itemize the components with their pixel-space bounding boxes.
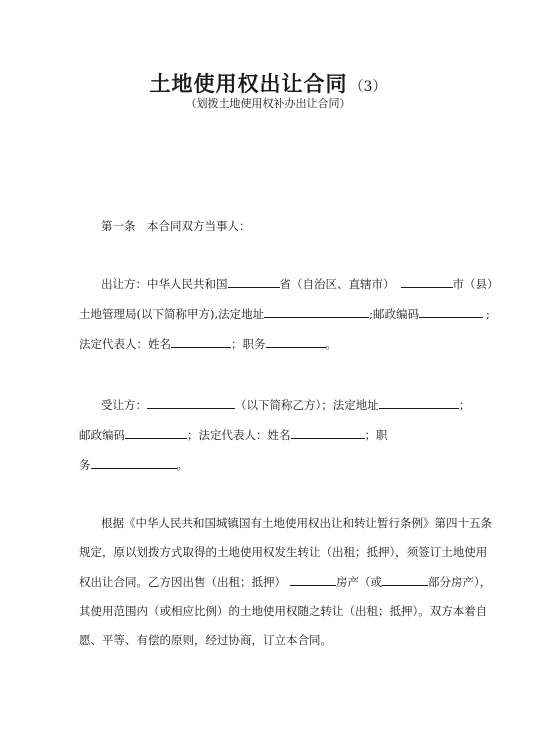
grantor-line-3: [79, 335, 337, 352]
period: 。: [325, 337, 337, 351]
grantee-rep-title-label-cont: 务: [79, 458, 91, 472]
preamble-line-4: 其使用范围内（或相应比例）的土地使用权随之转让（出租；抵押）。双方本着自: [79, 604, 488, 618]
grantee-rep-name-label: ；法定代表人：姓名: [187, 428, 291, 442]
grantee-rep-title-label: ；职: [364, 428, 388, 442]
city-label: 市（县）: [452, 277, 499, 291]
grantor-address-label: 土地管理局(以下简称甲方),法定地址: [79, 307, 265, 321]
grantee-line-2: [79, 426, 388, 443]
preamble-line-2: 规定，原以划拨方式取得的土地使用权发生转让（出租；抵押），须签订土地使用: [79, 545, 488, 559]
grantee-address-blank[interactable]: [379, 396, 459, 409]
province-label: 省（自治区、直辖市）: [279, 277, 395, 291]
grantor-rep-title-label: ；职务: [231, 337, 266, 351]
house-label: 房产（或: [336, 575, 382, 589]
grantor-postcode-label: ;邮政编码: [369, 307, 420, 321]
grantee-line-1: [101, 396, 470, 413]
title-number: （3）: [349, 79, 387, 95]
partial-house-blank[interactable]: [382, 573, 428, 586]
grantor-line-2: [79, 305, 490, 322]
grantor-address-blank[interactable]: [264, 305, 369, 318]
preamble-line-5: 愿、平等、有偿的原则，经过协商，订立本合同。: [79, 633, 332, 647]
grantor-rep-title-blank[interactable]: [266, 335, 326, 348]
grantor-label: 出让方：中华人民共和国: [101, 277, 228, 291]
grantee-name-blank[interactable]: [147, 396, 235, 409]
document-subtitle: （划拨土地使用权补办出让合同）: [185, 97, 351, 110]
grantee-line-3: [79, 456, 188, 473]
article-1-heading: 第一条 本合同双方当事人：: [101, 219, 251, 233]
grantee-address-label: （以下简称乙方）；法定地址: [235, 398, 379, 412]
partial-house-label: 部分房产），: [428, 575, 492, 589]
grantor-rep-name-blank[interactable]: [171, 335, 231, 348]
grantee-postcode-blank[interactable]: [125, 426, 187, 439]
preamble-line-1: 根据《中华人民共和国城镇国有土地使用权出让和转让暂行条例》第四十五条: [101, 516, 492, 530]
title-text: 土地使用权出让合同: [149, 72, 348, 96]
grantor-postcode-blank[interactable]: [419, 305, 483, 318]
semicolon: ;: [486, 307, 490, 321]
period: 。: [176, 458, 188, 472]
province-blank[interactable]: [228, 275, 280, 288]
grantee-label: 受让方：: [101, 398, 147, 412]
preamble-line-3-text: 权出让合同。乙方因出售（出租；抵押）: [79, 575, 286, 589]
grantee-postcode-label: 邮政编码: [79, 428, 125, 442]
document-title: [0, 68, 536, 98]
grantor-rep-name-label: 法定代表人：姓名: [79, 337, 171, 351]
grantee-rep-title-blank[interactable]: [91, 456, 177, 469]
city-blank[interactable]: [401, 275, 453, 288]
grantor-line-1: [101, 275, 499, 292]
house-blank[interactable]: [290, 573, 336, 586]
preamble-line-3: [79, 573, 491, 590]
grantee-rep-name-blank[interactable]: [291, 426, 365, 439]
semicolon: ；: [458, 398, 471, 412]
